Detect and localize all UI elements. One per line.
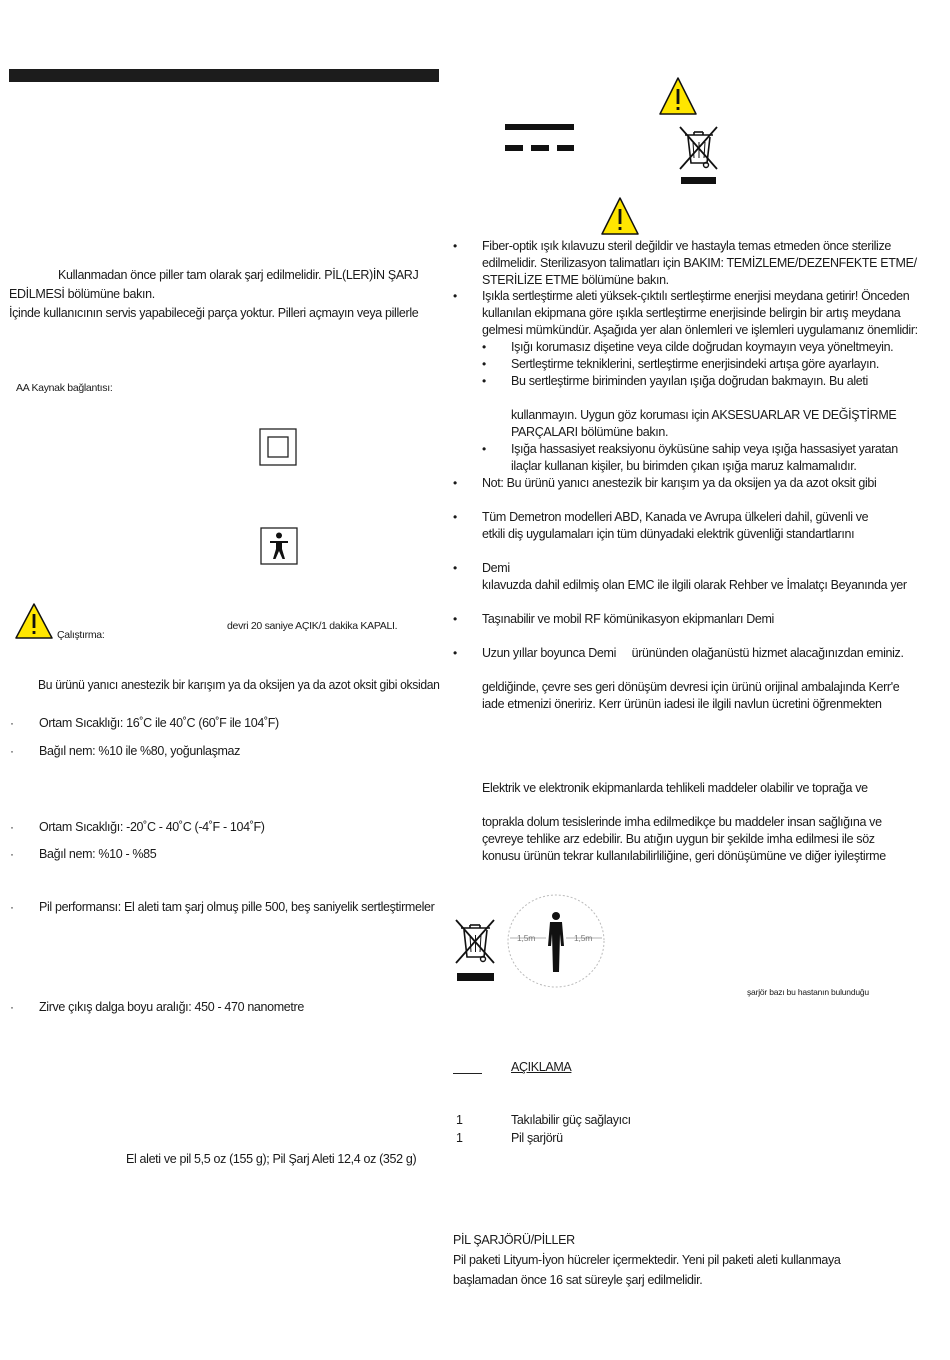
aa-label: AA Kaynak bağlantısı: <box>16 382 113 394</box>
item-qty: 1 <box>456 1131 463 1145</box>
spec-item: Bağıl nem: %10 ile %80, yoğunlaşmaz <box>39 744 241 758</box>
return-para-line: iade etmenizi öneririz. Kerr ürünün iadesi ile ilgili navlun ücretini öğrenmekten <box>482 697 882 711</box>
bullet-line: Tüm Demetron modelleri ABD, Kanada ve Avrupa ülkeleri dahil, güvenli ve <box>482 510 869 524</box>
table-header-description: AÇIKLAMA <box>511 1060 572 1074</box>
para-line: Kullanmadan önce piller tam olarak şarj edilmelidir. PİL(LER)İN ŞARJ <box>58 268 419 282</box>
bullet-marker: · <box>10 847 14 861</box>
return-para-line: geldiğinde, çevre ses geri dönüşüm devresi için ürünü orijinal ambalajında Kerr'e <box>482 680 900 694</box>
operation-label: Çalıştırma: <box>57 629 105 641</box>
bullet-marker: • <box>453 239 458 253</box>
weee-para-line: çevreye tehlike arz edebilir. Bu atığın uygun bir şekilde imha edilmesi ile söz <box>482 832 875 846</box>
spec-item: Pil performansı: El aleti tam şarj olmuş pille 500, beş saniyelik sertleştirmeler <box>39 900 435 914</box>
bullet-marker: · <box>10 820 14 834</box>
bullet-line: Uzun yıllar boyunca Demi ürününden olağanüstü hizmet alacağınızdan eminiz. <box>482 646 904 660</box>
warning-triangle-icon <box>659 76 697 116</box>
bullet-marker: • <box>482 442 487 456</box>
weight-spec: El aleti ve pil 5,5 oz (155 g); Pil Şarj Aleti 12,4 oz (352 g) <box>126 1152 417 1166</box>
bullet-line: gelmesi mümkündür. Aşağıda yer alan önlemleri ve işlemleri uygulamanız önemlidir: <box>482 323 918 337</box>
battery-section-title: PİL ŞARJÖRÜ/PİLLER <box>453 1233 575 1247</box>
charger-note: şarjör bazı bu hastanın bulunduğu <box>747 987 869 997</box>
spec-item: Ortam Sıcaklığı: -20˚C - 40˚C (-4˚F - 104˚F) <box>39 820 265 834</box>
bullet-marker: • <box>482 357 487 371</box>
battery-para-line: Pil paketi Lityum-İyon hücreler içermektedir. Yeni pil paketi aleti kullanmaya <box>453 1253 841 1267</box>
bullet-marker: • <box>453 510 458 524</box>
sub-bullet-line: Işığa hassasiyet reaksiyonu öyküsüne sahip veya ışığa hassasiyet yaratan <box>511 442 898 456</box>
warning-triangle-icon <box>15 602 53 640</box>
bullet-line: kullanılan ekipmana göre ışıkla sertleştirme enerjisinde belirgin bir artış meydana <box>482 306 901 320</box>
bullet-marker: • <box>453 289 458 303</box>
bullet-line: STERİLİZE ETME bölümüne bakın. <box>482 273 669 287</box>
bullet-marker: · <box>10 744 14 758</box>
item-qty: 1 <box>456 1113 463 1127</box>
sub-bullet-line: ilaçlar kullanan kişiler, bu birimden çıkan ışığa maruz kalmamalıdır. <box>511 459 857 473</box>
weee-para-line: konusu ürünün tekrar kullanılabilirliliğine, geri dönüşümüne ve diğer iyileştirme <box>482 849 886 863</box>
bullet-marker: • <box>453 476 458 490</box>
bullet-marker: • <box>453 646 458 660</box>
bullet-line: Demi <box>482 561 510 575</box>
bullet-line: Taşınabilir ve mobil RF kömünikasyon ekipmanları Demi <box>482 612 774 626</box>
bullet-marker: · <box>10 1000 14 1014</box>
operation-value: devri 20 saniye AÇIK/1 dakika KAPALI. <box>227 620 398 632</box>
spec-item: Ortam Sıcaklığı: 16˚C ile 40˚C (60˚F ile 104˚F) <box>39 716 279 730</box>
anesthetic-warning: Bu ürünü yanıcı anestezik bir karışım ya da oksijen ya da azot oksit gibi oksidan <box>38 678 440 692</box>
sub-bullet-line: kullanmayın. Uygun göz koruması için AKSESUARLAR VE DEĞİŞTİRME <box>511 408 897 422</box>
item-desc: Pil şarjörü <box>511 1131 563 1145</box>
zone-label: 1,5m <box>517 933 536 943</box>
zone-label: 1,5m <box>574 933 593 943</box>
class-ii-double-insulation-icon <box>259 428 297 466</box>
sub-bullet-line: PARÇALARI bölümüne bakın. <box>511 425 669 439</box>
weee-para-line: Elektrik ve elektronik ekipmanlarda tehlikeli maddeler olabilir ve toprağa ve <box>482 781 868 795</box>
bullet-marker: • <box>453 561 458 575</box>
bullet-line: kılavuzda dahil edilmiş olan EMC ile ilgili olarak Rehber ve İmalatçı Beyanında yer <box>482 578 907 592</box>
bullet-marker: · <box>10 716 14 730</box>
bullet-line: edilmelidir. Sterilizasyon talimatları için BAKIM: TEMİZLEME/DEZENFEKTE ETME/ <box>482 256 917 270</box>
warning-triangle-icon <box>601 196 639 236</box>
direct-current-icon <box>505 122 575 156</box>
weee-para-line: toprakla dolum tesislerinde imha edilmedikçe bu maddeler insan sağlığına ve <box>482 815 882 829</box>
bullet-marker: • <box>482 374 487 388</box>
bullet-marker: · <box>10 900 14 914</box>
table-header-rule <box>453 1073 482 1074</box>
bullet-marker: • <box>453 612 458 626</box>
para-line: EDİLMESİ bölümüne bakın. <box>9 287 155 301</box>
weee-crossed-bin-icon <box>677 125 719 187</box>
sub-bullet-line: Bu sertleştirme biriminden yayılan ışığa doğrudan bakmayın. Bu aleti <box>511 374 868 388</box>
bullet-line: Işıkla sertleştirme aleti yüksek-çıktılı sertleştirme enerjisi meydana getirir! Önceden <box>482 289 910 303</box>
bullet-line: Not: Bu ürünü yanıcı anestezik bir karışım ya da oksijen ya da azot oksit gibi <box>482 476 877 490</box>
sub-bullet-line: Işığı korumasız dişetine veya cilde doğrudan koymayın veya yöneltmeyin. <box>511 340 894 354</box>
sub-bullet-line: Sertleştirme tekniklerini, sertleştirme enerjisindeki artışa göre ayarlayın. <box>511 357 879 371</box>
spec-item: Zirve çıkış dalga boyu aralığı: 450 - 470 nanometre <box>39 1000 304 1014</box>
battery-para-line: başlamadan önce 16 sat süreyle şarj edilmelidir. <box>453 1273 703 1287</box>
bullet-line: etkili diş uygulamaları için tüm dünyadaki elektrik güvenliği standartlarını <box>482 527 855 541</box>
spec-item: Bağıl nem: %10 - %85 <box>39 847 157 861</box>
section-header-bar <box>9 69 439 82</box>
bullet-line: Fiber-optik ışık kılavuzu steril değildir ve hastayla temas etmeden önce sterilize <box>482 239 891 253</box>
weee-crossed-bin-icon <box>453 917 497 983</box>
para-line: İçinde kullanıcının servis yapabileceği parça yoktur. Pilleri açmayın veya pillerle <box>9 306 419 320</box>
bullet-marker: • <box>482 340 487 354</box>
item-desc: Takılabilir güç sağlayıcı <box>511 1113 631 1127</box>
type-b-applied-part-icon <box>260 527 298 565</box>
